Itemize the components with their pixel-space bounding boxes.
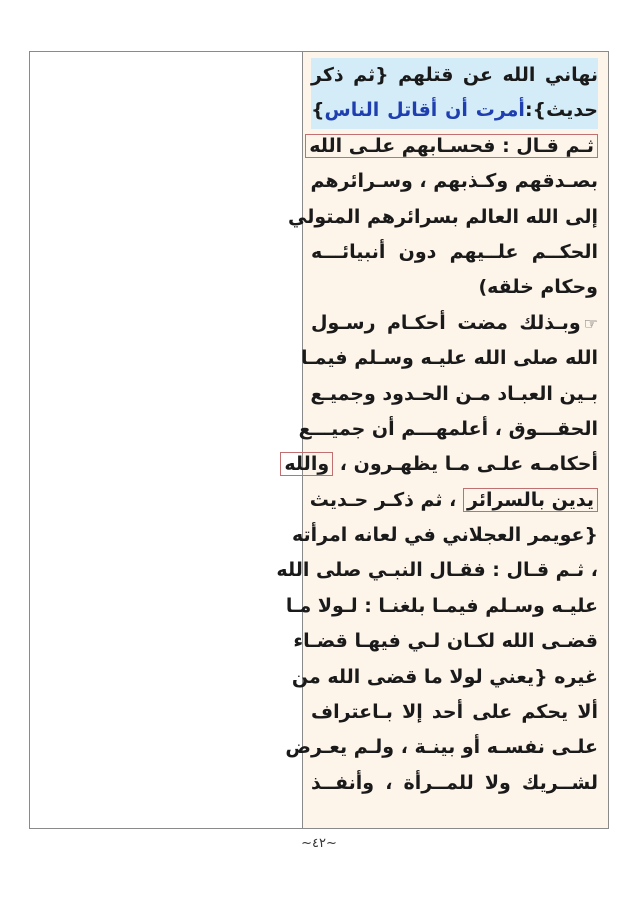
text-line-3 (311, 129, 598, 164)
text-line-18 (291, 660, 598, 695)
line-text-end: } (311, 99, 325, 122)
line-text: بصـدقهم وكـذبهم ، وسـرائرهم (310, 170, 598, 193)
text-column (276, 52, 608, 828)
text-line-20 (285, 730, 598, 765)
line-text: وحكام خلقه) (478, 276, 598, 299)
page-number: ~٤٢~ (301, 836, 337, 851)
line-text: لشــريك ولا للمــرأة ، وأنفــذ (311, 771, 598, 794)
line-text: عليـه وسـلم فيمـا بلغنـا : لـولا مـا (285, 594, 598, 617)
text-line-5 (287, 200, 598, 235)
page-frame (29, 51, 609, 829)
line-text: الله صلى الله عليـه وسـلم فيمـا (301, 347, 598, 370)
line-text: علـى نفسـه أو بينـة ، ولـم يعـرض (285, 736, 598, 759)
pointing-hand-icon: ☞ (583, 313, 598, 333)
text-line-19 (311, 695, 598, 730)
line-text: وبـذلك مضت أحكـام رسـول (311, 311, 581, 334)
text-line-21 (311, 766, 598, 801)
line-text: بـين العبـاد مـن الحـدود وجميـع (310, 382, 598, 405)
text-line-9 (301, 341, 598, 376)
empty-column (30, 52, 302, 828)
text-line-7 (311, 270, 598, 305)
text-line-2 (311, 93, 598, 128)
line-text: الحقـــوق ، أعلمهـــم أن جميـــع (298, 417, 598, 440)
boxed-phrase: والله (280, 452, 333, 476)
text-line-10 (311, 377, 598, 412)
text-line-4 (311, 164, 598, 199)
text-line-15 (276, 553, 598, 588)
line-text: ، ثـم قـال : فقـال النبـي صلى الله (276, 559, 598, 582)
line-text: الحكــم علــيهم دون أنبيائـــه (311, 240, 598, 263)
text-line-14 (292, 518, 598, 553)
line-text: {عويمر العجلاني في لعانه امرأته (292, 524, 598, 547)
boxed-phrase: يدين بالسرائر (463, 488, 598, 512)
line-text: غيره {يعني لولا ما قضى الله من (291, 665, 598, 688)
text-line-11 (298, 412, 598, 447)
text-line-6 (311, 235, 598, 270)
line-text: حديث}: (524, 99, 598, 122)
line-text: قضـى الله لكـان لـي فيهـا قضـاء (293, 630, 598, 653)
text-line-12 (284, 447, 598, 482)
text-line-8 (311, 306, 598, 341)
line-text: ، ثم ذكـر حـديث (309, 488, 457, 511)
text-line-17 (293, 624, 598, 659)
line-text: أحكامـه علـى مـا يظهـرون ، (339, 453, 598, 476)
line-text: إلى الله العالم بسرائرهم المتولي (287, 205, 598, 228)
text-line-16 (285, 589, 598, 624)
text-line-13 (311, 483, 598, 518)
text-line-1 (311, 58, 598, 93)
line-text: ألا يحكم على أحد إلا بـاعتراف (311, 701, 598, 724)
boxed-phrase: ثـم قـال : فحسـابهم علـى الله (305, 134, 598, 158)
hadith-quote: أمرت أن أقاتل الناس (324, 99, 525, 122)
line-text: نهاني الله عن قتلهم {ثم ذكر (311, 64, 598, 86)
